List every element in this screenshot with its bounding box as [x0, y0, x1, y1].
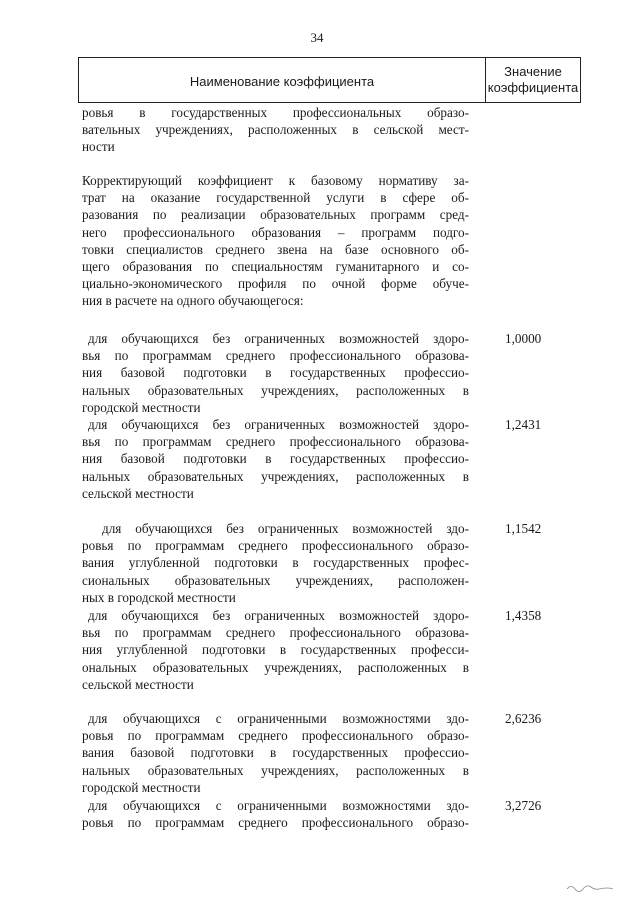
coefficient-value: 1,4358: [505, 608, 542, 623]
text-line: ровья по программам среднего профессионального образо-: [82, 728, 469, 744]
text-line: него профессионального образования – программ подго-: [82, 224, 469, 240]
text-line: трат на оказание государственной услуги в сфере об-: [82, 190, 469, 206]
text-line: городской местности: [82, 779, 201, 795]
text-line: для обучающихся без ограниченных возможностей здо-: [102, 521, 469, 536]
text-line: ности: [82, 139, 115, 155]
text-line: товки специалистов среднего звена на базе основного об-: [82, 241, 469, 257]
coefficient-value: 1,2431: [505, 417, 542, 432]
text-line: циально-экономического профиля по очной форме обуче-: [82, 276, 469, 292]
table-header: [78, 57, 581, 103]
text-line: ния в расчете на одного обучающегося:: [82, 293, 304, 309]
text-line: ровья по программам среднего профессионального образо-: [82, 538, 469, 554]
text-line: ния углубленной подготовки в государственных професси-: [82, 642, 469, 658]
text-line: сиональных образовательных учреждениях, расположен-: [82, 572, 469, 588]
text-line: ния базовой подготовки в государственных профессио-: [82, 365, 469, 381]
text-line: для обучающихся с ограниченными возможностями здо-: [88, 711, 469, 726]
text-line: вания углубленной подготовки в государственных профес-: [82, 555, 469, 571]
scan-scribble: [565, 880, 615, 894]
coefficient-value: 1,0000: [505, 331, 542, 346]
value-header-line-1: Значение: [504, 64, 562, 79]
text-line: нальных образовательных учреждениях, расположенных в: [82, 468, 469, 484]
text-line: нальных образовательных учреждениях, расположенных в: [82, 762, 469, 778]
text-line: ния базовой подготовки в государственных профессио-: [82, 451, 469, 467]
text-line: ровья по программам среднего профессионального образо-: [82, 815, 469, 831]
page-number: 34: [310, 30, 324, 45]
text-line: ных в городской местности: [82, 589, 236, 605]
text-line: ональных образовательных учреждениях, расположенных в: [82, 659, 469, 675]
value-header-line-2: коэффициента: [487, 80, 579, 95]
text-line: вья по программам среднего профессионального образова-: [82, 348, 469, 364]
text-line: для обучающихся без ограниченных возможностей здоро-: [88, 608, 469, 623]
text-line: вья по программам среднего профессионального образова-: [82, 434, 469, 450]
text-line: вания базовой подготовки в государственных профессио-: [82, 745, 469, 761]
text-line: вья по программам среднего профессионального образова-: [82, 625, 469, 641]
text-line: вательных учреждениях, расположенных в сельской мест-: [82, 122, 469, 138]
coefficient-row-description: [82, 330, 469, 416]
text-line: разования по реализации образовательных программ сред-: [82, 207, 469, 223]
text-line: нальных образовательных учреждениях, расположенных в: [82, 382, 469, 398]
coefficient-value: 2,6236: [505, 711, 542, 726]
text-line: для обучающихся без ограниченных возможностей здоро-: [88, 331, 469, 346]
text-line: для обучающихся с ограниченными возможностями здо-: [88, 798, 469, 813]
text-line: сельской местности: [82, 676, 194, 692]
text-line: городской местности: [82, 399, 201, 415]
coefficient-row-description: [82, 416, 469, 502]
coefficient-value-header: [485, 58, 580, 102]
text-line: щего образования по специальностям гуманитарного и со-: [82, 259, 469, 275]
coefficient-value: 1,1542: [505, 521, 542, 536]
continuation-text: [82, 104, 469, 156]
coefficient-row-description: [82, 710, 469, 796]
text-line: Корректирующий коэффициент к базовому нормативу за-: [82, 173, 469, 188]
text-line: ровья в государственных профессиональных образо-: [82, 105, 469, 120]
text-line: для обучающихся без ограниченных возможностей здоро-: [88, 417, 469, 432]
coefficient-row-description: [82, 797, 469, 831]
coefficient-value: 3,2726: [505, 798, 542, 813]
coefficient-row-description: [82, 520, 469, 606]
intro-paragraph: [82, 172, 469, 310]
text-line: сельской местности: [82, 485, 194, 501]
coefficient-name-header: Наименование коэффициента: [189, 73, 375, 89]
coefficient-row-description: [82, 607, 469, 693]
